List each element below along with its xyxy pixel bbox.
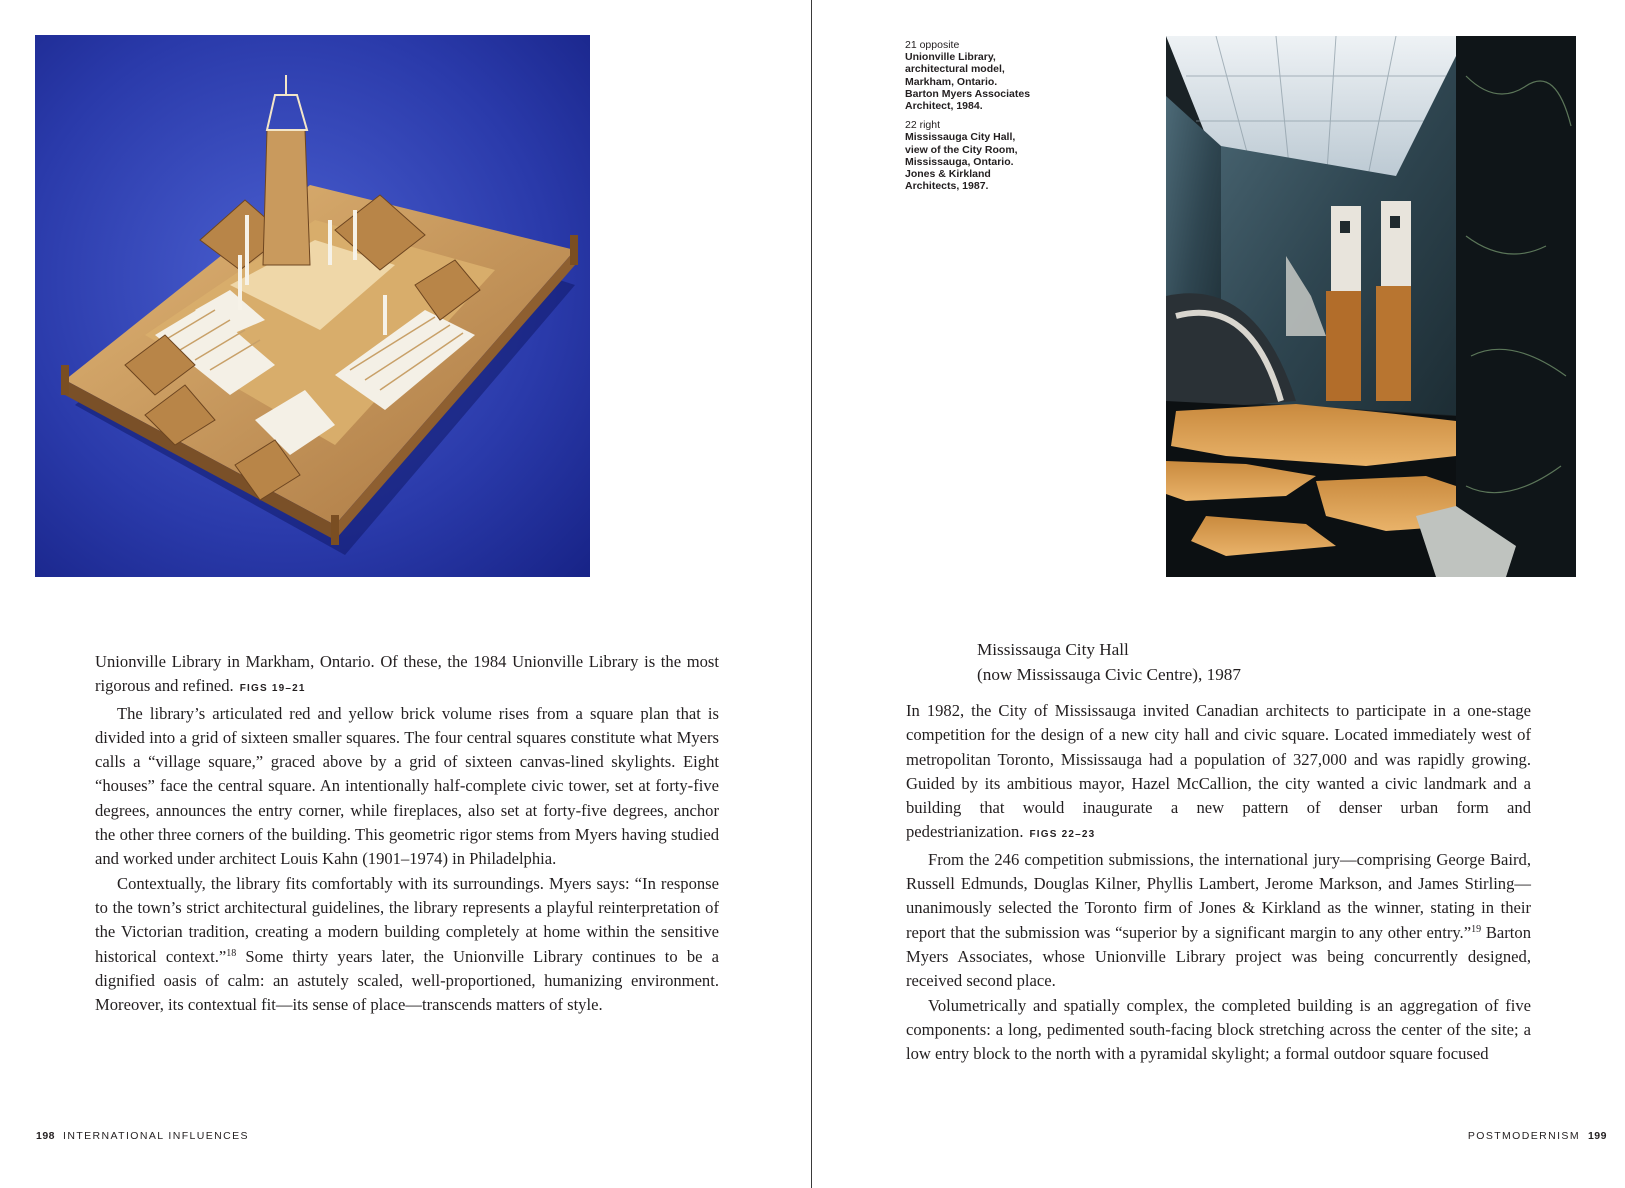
page-number: 199 <box>1587 1130 1607 1142</box>
caption-22: 22 right Mississauga City Hall, view of the City Room, Mississauga, Ontario. Jones & Kirkland Architects, 1987. <box>905 119 1018 193</box>
figure-reference: FIGS 22–23 <box>1029 829 1096 841</box>
paragraph: From the 246 competition submissions, the international jury—comprising George Baird, Russell Edmunds, Douglas Kilner, Phyllis Lambert, Jerome Markson, and James Stirling—unanimously selected the Toronto firm of Jones & Kirkland as the winner, stating in their report that the submission was “superior by a significant margin to any other entry.”$^{19}$ Barton Myers Associates, whose Unionville Library project was being concurrently designed, received second place. <box>906 849 1531 991</box>
caption-21: 21 opposite Unionville Library, architectural model, Markham, Ontario. Barton Myers Associates Architect, 1984. <box>905 39 1031 113</box>
folio-left <box>36 1130 249 1142</box>
paragraph: In 1982, the City of Mississauga invited Canadian architects to participate in a one-stage competition for the design of a new city hall and civic square. Located immediately west of metropolitan Toronto, Mississauga had a population of 327,000 and was rapidly growing. Guided by its ambitious mayor, Hazel McCallion, the city wanted a civic landmark and a building that would inaugurate a new pattern of denser urban form and pedestrianization. FIGS 22–23 <box>906 701 1531 842</box>
left-page <box>0 0 811 1188</box>
folio-right <box>1468 1130 1607 1142</box>
right-page <box>812 0 1625 1188</box>
unionville-library-model-photo <box>35 35 590 577</box>
paragraph: Contextually, the library fits comfortably with its surroundings. Myers says: “In response to the town’s strict architectural guidelines, the library represents a playful reinterpretation of the Victorian tradition, creating a modern building completely at home within the sensitive historical context.”$^{18}$ Some thirty years later, the Unionville Library continues to be a dignified oasis of calm: an astutely scaled, well-proportioned, humanizing environment. Moreover, its contextual fit—its sense of place—transcends matters of style. <box>95 873 719 1015</box>
paragraph: Volumetrically and spatially complex, the completed building is an aggregation of five components: a long, pedimented south-facing block stretching across the center of the site; a low entry block to the north with a pyramidal skylight; a formal outdoor square focused <box>906 995 1531 1064</box>
page-number: 198 <box>36 1130 56 1142</box>
endnote-marker: 19 <box>1471 923 1482 935</box>
endnote-marker: 18 <box>226 947 237 959</box>
section-heading: Mississauga City Hall (now Mississauga Civic Centre), 1987 <box>977 640 1241 684</box>
running-head: INTERNATIONAL INFLUENCES <box>63 1130 249 1142</box>
paragraph: The library’s articulated red and yellow brick volume rises from a square plan that is divided into a grid of sixteen smaller squares. The four central squares constitute what Myers calls a “village square,” graced above by a grid of sixteen canvas-lined skylights. Eight “houses” face the central square. An intentionally half-complete civic tower, set at forty-five degrees, announces the entry corner, while fireplaces, also set at forty-five degrees, anchor the other three corners of the building. This geometric rigor stems from Myers having studied and worked under architect Louis Kahn (1901–1974) in Philadelphia. <box>95 703 719 869</box>
figure-reference: FIGS 19–21 <box>239 683 306 695</box>
running-head: POSTMODERNISM <box>1467 1130 1580 1142</box>
left-body-text <box>95 650 719 1017</box>
paragraph: Unionville Library in Markham, Ontario. Of these, the 1984 Unionville Library is the most rigorous and refined. FIGS 19–21 <box>95 652 719 696</box>
figure-captions <box>905 39 1065 199</box>
right-body-text <box>906 699 1531 1066</box>
mississauga-city-room-photo <box>1166 36 1576 577</box>
